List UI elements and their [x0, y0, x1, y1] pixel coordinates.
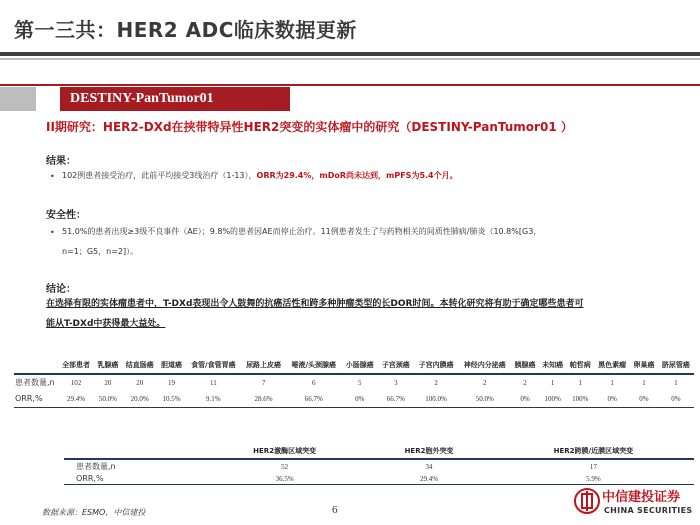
col-header: 子宫颈癌 [378, 360, 414, 374]
table-cell: 1 [550, 379, 555, 387]
table-row [64, 473, 694, 485]
row-header: 患者数量,n [76, 462, 116, 471]
table-cell: 1 [642, 379, 646, 387]
table-cell: 2 [523, 379, 527, 387]
safety-bullet: • [50, 228, 55, 237]
safety-text-line2: n=1；G5，n=2]）。 [62, 247, 139, 256]
table-cell: 20 [136, 379, 144, 387]
table-cell: 100% [566, 391, 594, 408]
table-cell: 50.0% [458, 391, 511, 408]
table-row [14, 374, 694, 391]
table-cell: 0% [594, 391, 630, 408]
col-header: 尿路上皮癌 [241, 360, 285, 374]
china-securities-logo-icon [574, 488, 600, 514]
table-cell: 17 [589, 462, 597, 471]
table-cell: 7 [261, 379, 266, 387]
table-cell: 34 [425, 462, 433, 471]
page-number: 6 [332, 504, 338, 516]
table-cell: 2 [483, 379, 487, 387]
tumor-type-header-row [14, 360, 694, 374]
logo-chinese-text: 中信建投证券 [602, 490, 681, 505]
table-cell: 0% [630, 391, 658, 408]
row-header: 患者数量,n [15, 378, 55, 387]
col-header: 帕哲病 [566, 360, 594, 374]
table-cell: 52 [281, 462, 289, 471]
col-header: 子宫内膜癌 [414, 360, 458, 374]
col-header: 乳腺癌 [94, 360, 122, 374]
table-cell: 3 [394, 379, 398, 387]
safety-text [62, 222, 692, 262]
col-header: HER2跨膜/近膜区域突变 [493, 444, 694, 459]
col-header: 全部患者 [58, 360, 94, 374]
table-cell: 20 [104, 379, 112, 387]
conclusion-label: 结论： [46, 284, 76, 295]
section-tab: DESTINY-PanTumor01 [60, 87, 290, 111]
table-cell: 5.9% [493, 473, 694, 485]
table-cell: 36.5% [204, 473, 365, 485]
col-header: 小肠腺癌 [342, 360, 378, 374]
table-row [64, 459, 694, 473]
title-divider [0, 52, 700, 56]
col-header: 脐尿管癌 [658, 360, 694, 374]
row-header: ORR,% [64, 473, 204, 485]
table-cell: 2 [434, 379, 438, 387]
table-row [14, 391, 694, 408]
table-cell: 29.4% [365, 473, 493, 485]
col-header: 黑色素瘤 [594, 360, 630, 374]
table-corner [14, 360, 58, 374]
col-header: 胰腺癌 [511, 360, 539, 374]
col-header: HER2激酶区域突变 [204, 444, 365, 459]
page-title: 第一三共：HER2 ADC临床数据更新 [14, 18, 357, 42]
table-cell: 66.7% [286, 391, 342, 408]
table-cell: 11 [209, 379, 217, 387]
col-header: 食管/食管胃癌 [185, 360, 241, 374]
table-cell: 29.4% [58, 391, 94, 408]
col-header: 胆道癌 [158, 360, 186, 374]
tumor-type-table [14, 360, 694, 408]
section-divider [0, 84, 700, 86]
conclusion-line1: 在选择有限的实体瘤患者中，T-DXd表现出令人鼓舞的抗癌活性和跨多种肿瘤类型的长DOR时间。本转化研究将有助于确定哪些患者可 [46, 299, 584, 309]
col-header: 卵巢癌 [630, 360, 658, 374]
results-text [62, 166, 682, 186]
table-cell: 9.1% [185, 391, 241, 408]
table-cell: 0% [658, 391, 694, 408]
section-accent-block [0, 87, 36, 111]
table-cell: 1 [610, 379, 614, 387]
conclusion-text [46, 294, 666, 334]
results-bullet: • [50, 172, 55, 181]
table-cell: 100% [539, 391, 567, 408]
table-cell: 10.5% [158, 391, 186, 408]
table-cell: 1 [578, 379, 583, 387]
table-cell: 66.7% [378, 391, 414, 408]
table-cell: 102 [70, 379, 82, 387]
results-label: 结果： [46, 156, 76, 167]
mutation-header-row [64, 444, 694, 459]
table-cell: 6 [312, 379, 316, 387]
title-divider-secondary [0, 58, 700, 60]
table-cell: 28.6% [241, 391, 285, 408]
table-cell: 1 [674, 379, 678, 387]
col-header: HER2胞外突变 [365, 444, 493, 459]
study-subtitle: II期研究：HER2-DXd在挟带特异性HER2突变的实体瘤中的研究（DESTINY-PanTumor01 ） [46, 120, 573, 134]
results-text-highlight: ORR为29.4%，mDoR尚未达到，mPFS为5.4个月。 [256, 171, 458, 180]
table-cell: 19 [168, 379, 176, 387]
col-header: 神经内分泌癌 [458, 360, 511, 374]
col-header: 未知癌 [539, 360, 567, 374]
table-cell: 20.0% [122, 391, 158, 408]
table-cell: 50.0% [94, 391, 122, 408]
col-header: 结直肠癌 [122, 360, 158, 374]
table-cell: 0% [511, 391, 539, 408]
results-text-plain: 102例患者接受治疗，此前平均接受3线治疗（1-13）， [62, 171, 257, 180]
mutation-region-table [64, 444, 694, 485]
company-logo [574, 484, 698, 522]
row-header: ORR,% [14, 391, 58, 408]
conclusion-line2: 能从T-DXd中获得最大益处。 [46, 319, 166, 329]
table-cell: 0% [342, 391, 378, 408]
table-cell: 5 [358, 379, 362, 387]
table-corner [64, 444, 204, 459]
table-cell: 100.0% [414, 391, 458, 408]
data-source-note: 数据来源：ESMO，中信建投 [42, 508, 146, 517]
logo-english-text: CHINA SECURITIES [604, 506, 693, 515]
safety-label: 安全性： [46, 210, 86, 221]
col-header: 唾液/头颈腺癌 [286, 360, 342, 374]
safety-text-line1: 51.0%的患者出现≥3级不良事件（AE）；9.8%的患者因AE而停止治疗。11例患者发生了与药物相关的间质性肺病/肺炎（10.8%[G3， [62, 227, 542, 236]
